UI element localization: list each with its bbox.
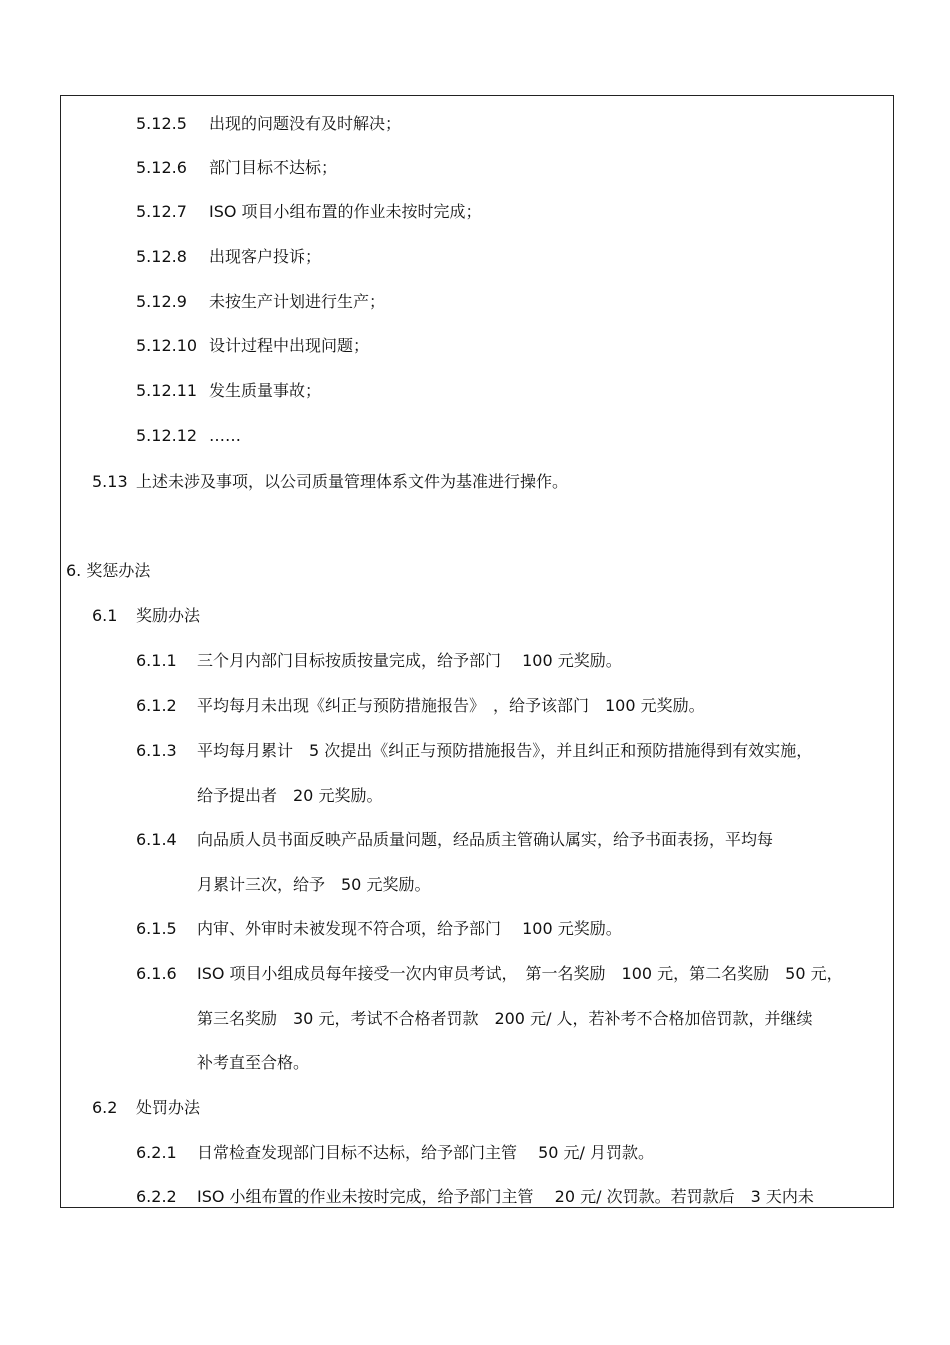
item-text: 出现客户投诉； bbox=[209, 247, 322, 266]
item-text: ISO 项目小组布置的作业未按时完成； bbox=[209, 202, 482, 221]
item-number: 6.1.3 bbox=[136, 741, 177, 760]
item-text: 日常检查发现部门目标不达标，给予部门主管 50 元/ 月罚款。 bbox=[197, 1143, 655, 1162]
subsection-heading: 奖励办法 bbox=[136, 606, 201, 625]
item-number: 5.12.12 bbox=[136, 426, 198, 445]
item-text: 上述未涉及事项，以公司质量管理体系文件为基准进行操作。 bbox=[136, 472, 569, 491]
item-text: 出现的问题没有及时解决； bbox=[209, 114, 402, 133]
item-text: 向品质人员书面反映产品质量问题，经品质主管确认属实，给予书面表扬，平均每 bbox=[197, 830, 774, 849]
item-number: 5.12.6 bbox=[136, 158, 187, 177]
item-text-continued: 月累计三次，给予 50 元奖励。 bbox=[197, 875, 431, 894]
item-number: 5.13 bbox=[92, 472, 128, 491]
subsection-number: 6.2 bbox=[92, 1098, 118, 1117]
subsection-number: 6.1 bbox=[92, 606, 118, 625]
item-number: 5.12.7 bbox=[136, 202, 187, 221]
item-text: 平均每月未出现《纠正与预防措施报告》 ，给予该部门 100 元奖励。 bbox=[197, 696, 705, 715]
item-number: 5.12.10 bbox=[136, 336, 198, 355]
item-text-continued: 第三名奖励 30 元，考试不合格者罚款 200 元/ 人，若补考不合格加倍罚款，并继续 bbox=[197, 1009, 813, 1028]
item-number: 5.12.5 bbox=[136, 114, 187, 133]
item-text-continued: 补考直至合格。 bbox=[197, 1053, 310, 1072]
item-text: 三个月内部门目标按质按量完成，给予部门 100 元奖励。 bbox=[197, 651, 622, 670]
item-number: 5.12.11 bbox=[136, 381, 198, 400]
item-text: 未按生产计划进行生产； bbox=[209, 292, 386, 311]
item-text: …… bbox=[209, 426, 241, 445]
item-text: 内审、外审时未被发现不符合项，给予部门 100 元奖励。 bbox=[197, 919, 622, 938]
item-number: 6.1.4 bbox=[136, 830, 177, 849]
item-text: ISO 小组布置的作业未按时完成，给予部门主管 20 元/ 次罚款。若罚款后 3 天内未 bbox=[197, 1187, 814, 1206]
section-heading: 6. 奖惩办法 bbox=[66, 561, 151, 580]
item-text: 设计过程中出现问题； bbox=[209, 336, 370, 355]
item-text-continued: 给予提出者 20 元奖励。 bbox=[197, 786, 383, 805]
item-number: 6.1.1 bbox=[136, 651, 177, 670]
item-number: 6.2.2 bbox=[136, 1187, 177, 1206]
item-number: 6.1.5 bbox=[136, 919, 177, 938]
item-number: 6.2.1 bbox=[136, 1143, 177, 1162]
subsection-heading: 处罚办法 bbox=[136, 1098, 201, 1117]
item-text: 平均每月累计 5 次提出《纠正与预防措施报告》，并且纠正和预防措施得到有效实施， bbox=[197, 741, 813, 760]
item-text: 发生质量事故； bbox=[209, 381, 322, 400]
item-number: 5.12.9 bbox=[136, 292, 187, 311]
item-number: 6.1.6 bbox=[136, 964, 177, 983]
item-number: 5.12.8 bbox=[136, 247, 187, 266]
item-number: 6.1.2 bbox=[136, 696, 177, 715]
item-text: 部门目标不达标； bbox=[209, 158, 338, 177]
item-text: ISO 项目小组成员每年接受一次内审员考试， 第一名奖励 100 元，第二名奖励 50 元， bbox=[197, 964, 843, 983]
